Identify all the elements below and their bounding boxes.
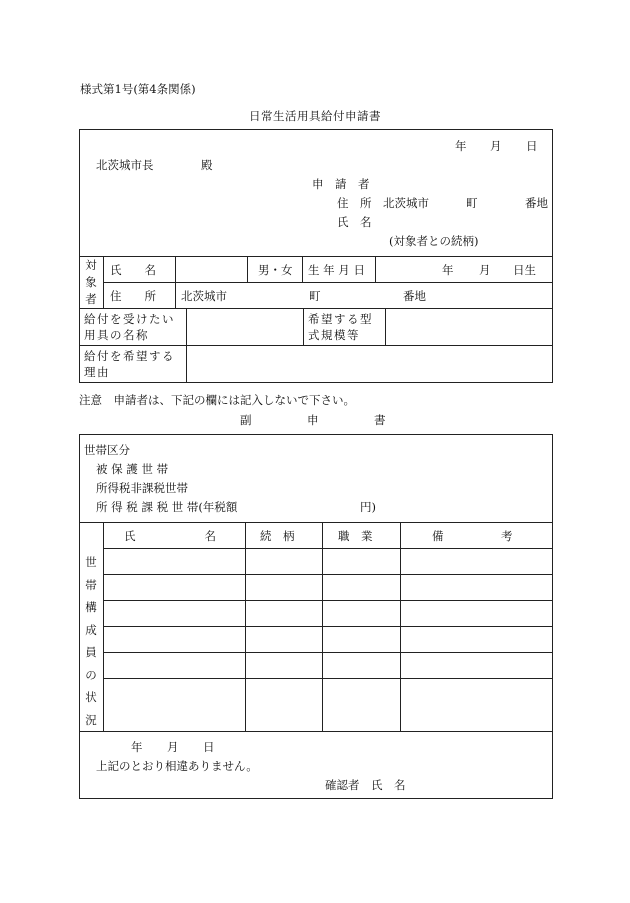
equipment-reason-label: 給付を希望する理由 [84, 349, 175, 379]
subject-address-city: 北茨城市 [181, 289, 227, 303]
subject-address-label: 住 所 [110, 289, 156, 303]
applicant-name-label: 氏 名 [337, 215, 372, 229]
members-side-label: 世帯構成員の状況 [85, 555, 97, 727]
subject-birth-label: 生 年 月 日 [308, 263, 365, 277]
subject-side-label: 対象者 [85, 258, 97, 306]
vice-title-char-1: 副 [240, 413, 252, 427]
table-row [103, 652, 553, 653]
note: 注意 申請者は、下記の欄には記入しないで下さい。 [79, 393, 355, 407]
table-row [103, 626, 553, 627]
equipment-item-label: 給付を受けたい用具の名称 [84, 312, 175, 342]
page-title: 日常生活用具給付申請書 [249, 109, 381, 123]
household-option-3-end: 円) [360, 500, 376, 514]
subject-sex-label: 男・女 [258, 263, 293, 277]
subject-address-town: 町 [309, 289, 321, 303]
subject-birth-month: 月 [479, 263, 491, 277]
relation-note: (対象者との続柄) [389, 234, 479, 248]
confirm-date-month: 月 [167, 740, 179, 754]
header-remarks: 備 考 [432, 529, 513, 543]
confirm-date-year: 年 [131, 740, 143, 754]
header-relation: 続 柄 [260, 529, 295, 543]
table-row [103, 600, 553, 601]
header-name: 氏 名 [124, 529, 216, 543]
date-month-label: 月 [490, 139, 502, 153]
confirm-statement: 上記のとおり相違ありません。 [96, 759, 258, 773]
date-day-label: 日 [526, 139, 538, 153]
applicant-address-banchi: 番地 [525, 196, 548, 210]
household-option-3: 所 得 税 課 税 世 帯(年税額 [96, 500, 238, 514]
applicant-address-city: 北茨城市 [383, 196, 429, 210]
date-year-label: 年 [455, 139, 467, 153]
subject-birth-year: 年 [442, 263, 454, 277]
header-occupation: 職 業 [338, 529, 373, 543]
addressee: 北茨城市長 [96, 158, 154, 172]
household-option-1: 被 保 護 世 帯 [96, 462, 169, 476]
applicant-address-label: 住 所 [337, 196, 372, 210]
honorific: 殿 [201, 158, 213, 172]
household-option-2: 所得税非課税世帯 [96, 481, 188, 495]
form-number: 様式第1号(第4条関係) [80, 82, 196, 96]
applicant-label: 申 請 者 [312, 177, 370, 191]
household-category-label: 世帯区分 [84, 443, 130, 457]
vice-title-char-2: 申 [307, 413, 319, 427]
applicant-address-town: 町 [466, 196, 478, 210]
vice-title-char-3: 書 [374, 413, 386, 427]
table-row [103, 574, 553, 575]
table-row [103, 678, 553, 679]
subject-birth-day: 日生 [513, 263, 536, 277]
confirmer-label: 確認者 氏 名 [325, 778, 406, 792]
table-row [103, 548, 553, 549]
equipment-model-label: 希望する型式規模等 [308, 312, 373, 342]
confirm-date-day: 日 [203, 740, 215, 754]
subject-name-label: 氏 名 [110, 263, 156, 277]
subject-address-banchi: 番地 [403, 289, 426, 303]
